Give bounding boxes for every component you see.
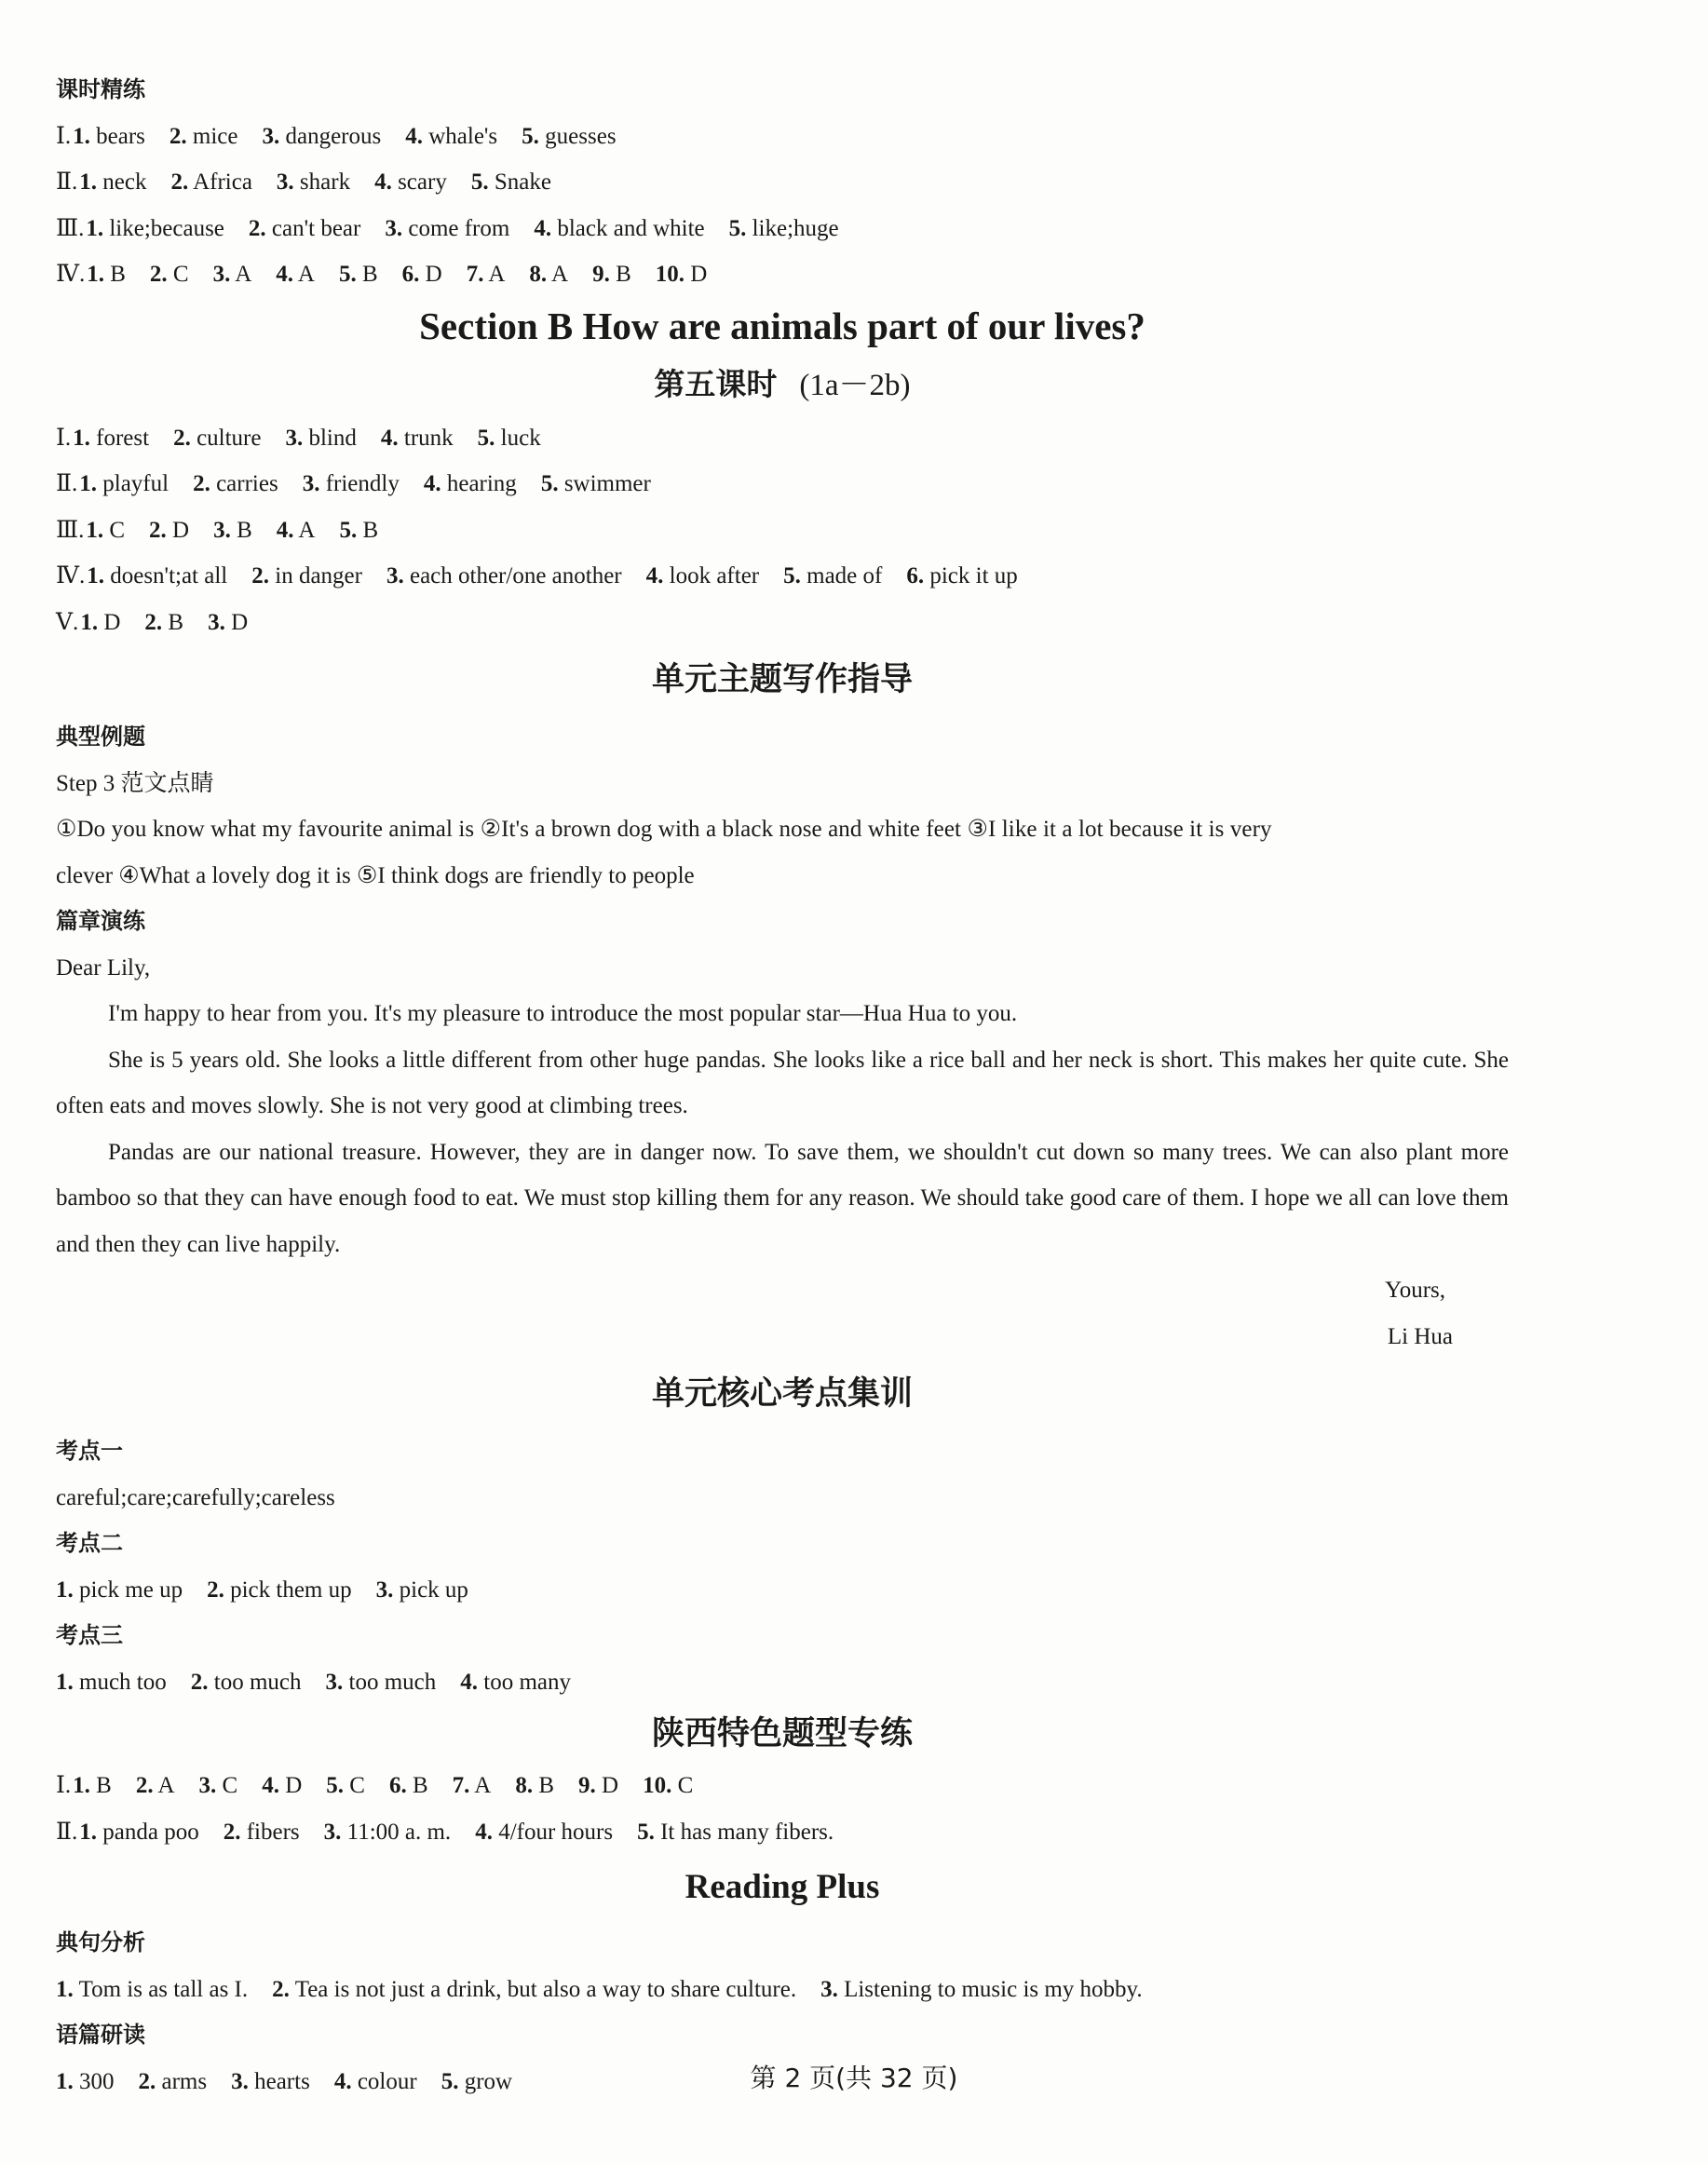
answer-item (326, 1763, 365, 1809)
answer-item (213, 507, 252, 554)
answer-text: neck (102, 169, 147, 195)
answer-item (249, 206, 360, 252)
roman-numeral: Ⅱ. (56, 471, 78, 496)
answer-text: each other/one another (409, 563, 622, 589)
roman-numeral: Ⅲ. (56, 215, 85, 241)
answer-item (207, 1567, 352, 1614)
shaanxi-rows (56, 1763, 1509, 1855)
answer-item (646, 553, 759, 600)
answer-text: pick me up (79, 1576, 183, 1603)
answer-text: B (110, 262, 126, 287)
answer-number: 2. (251, 563, 269, 589)
answer-number: 2. (149, 262, 168, 287)
roman-numeral: Ⅰ. (56, 1773, 72, 1798)
answer-text: grow (464, 2068, 513, 2094)
answer-number: 5. (326, 1773, 345, 1798)
answer-text: A (157, 1773, 175, 1798)
answer-item (820, 1967, 1143, 2013)
answer-number: 8. (515, 1773, 534, 1798)
answer-number: 1. (73, 1773, 90, 1798)
answer-text: It has many fibers. (660, 1819, 834, 1845)
answer-number: 1. (86, 215, 104, 241)
greeting: Dear Lily, (56, 954, 151, 981)
answer-number: 10. (643, 1773, 672, 1798)
signature: Li Hua (1387, 1323, 1453, 1349)
point-2-label: 考点二 (56, 1530, 123, 1556)
answer-item (478, 415, 541, 462)
answer-text: C (677, 1773, 694, 1798)
answer-item (389, 1763, 428, 1809)
answer-row (56, 507, 1509, 554)
closing: Yours, (1385, 1278, 1445, 1303)
answer-item (199, 1763, 238, 1809)
answer-text: D (103, 609, 121, 635)
answer-item (453, 1763, 492, 1809)
answer-item (467, 251, 506, 298)
answer-number: 1. (79, 471, 97, 496)
answer-item (144, 600, 183, 646)
answer-item (515, 1763, 554, 1809)
answer-text: C (349, 1773, 365, 1798)
answer-number: 4. (262, 1773, 279, 1798)
answer-text: A (298, 517, 316, 543)
answer-text: too many (483, 1669, 571, 1695)
answer-number: 2. (169, 123, 187, 149)
answer-number: 2. (193, 471, 210, 496)
answer-number: 5. (522, 123, 539, 149)
point-2-items (56, 1567, 1509, 1614)
answer-item (86, 507, 125, 554)
answer-number: 3. (375, 1576, 394, 1603)
answer-number: 3. (212, 262, 231, 287)
answer-number: 3. (231, 2068, 249, 2094)
answer-text: scary (398, 169, 447, 195)
answer-item (324, 1809, 452, 1856)
answer-item (402, 251, 442, 298)
answer-item (643, 1763, 693, 1809)
answer-item (277, 159, 350, 206)
answer-text: mice (192, 123, 238, 149)
answer-number: 2. (248, 215, 266, 241)
answer-item (79, 159, 146, 206)
answer-number: 4. (534, 215, 552, 241)
reading-study-label: 语篇研读 (56, 2022, 145, 2048)
answer-text: A (551, 262, 569, 287)
answer-item (637, 1809, 834, 1856)
answer-text: blind (308, 425, 357, 451)
answer-item (339, 251, 378, 298)
answer-item (405, 114, 497, 160)
practice-rows (56, 114, 1509, 298)
answer-text: carries (216, 471, 278, 496)
point-3-label: 考点三 (56, 1622, 123, 1648)
point-3-items (56, 1659, 1509, 1706)
answer-item (783, 553, 882, 600)
answer-number: 5. (540, 471, 559, 496)
answer-number: 1. (80, 609, 99, 635)
answer-text: made of (807, 563, 883, 589)
model-line-1: ①Do you know what my favourite animal is ②It's a brown dog with a black nose and white feet ③I like it a lot because it is very (56, 817, 1272, 842)
writing-title: 单元主题写作指导 (651, 661, 913, 698)
essay-para-1: I'm happy to hear from you. It's my pleasure to introduce the most popular star—Hua Hua to you. (108, 1001, 1018, 1026)
roman-numeral: Ⅴ. (56, 609, 79, 635)
answer-item (79, 1809, 198, 1856)
answer-item (86, 206, 224, 252)
answer-item (326, 1659, 437, 1706)
answer-text: A (297, 262, 315, 287)
answer-number: 1. (73, 425, 90, 451)
answer-text: panda poo (102, 1819, 199, 1845)
answer-item (374, 159, 447, 206)
answer-item (80, 600, 120, 646)
lesson-range: (1a－2b) (799, 368, 911, 402)
answer-number: 3. (198, 1773, 217, 1798)
answer-text: trunk (403, 425, 454, 451)
answer-text: like;huge (752, 215, 839, 241)
answer-number: 4. (374, 169, 392, 195)
answer-number: 3. (285, 425, 304, 451)
answer-item (208, 600, 248, 646)
answer-text: arms (161, 2068, 208, 2094)
model-line-2: clever ④What a lovely dog it is ⑤I think dogs are friendly to people (56, 862, 695, 888)
answer-text: A (235, 262, 252, 287)
answer-item (191, 1659, 302, 1706)
answer-row (56, 415, 1509, 462)
section-b-rows (56, 415, 1509, 646)
answer-number: 4. (460, 1669, 478, 1695)
answer-number: 5. (783, 563, 801, 589)
answer-text: B (538, 1773, 555, 1798)
answer-text: D (285, 1773, 303, 1798)
answer-number: 1. (56, 1576, 74, 1603)
answer-page (56, 67, 1509, 2104)
answer-number: 4. (333, 2068, 352, 2094)
roman-numeral: Ⅰ. (56, 425, 72, 451)
answer-item (73, 415, 149, 462)
answer-item (136, 1763, 175, 1809)
reading-title: Reading Plus (685, 1868, 880, 1906)
answer-number: 2. (223, 1819, 241, 1845)
answer-text: come from (408, 215, 510, 241)
answer-item (169, 114, 238, 160)
roman-numeral: Ⅰ. (56, 123, 72, 149)
answer-item (475, 1809, 613, 1856)
section-b-title: Section B How are animals part of our lives? (419, 304, 1145, 347)
sentence-items (56, 1967, 1509, 2013)
answer-number: 2. (144, 609, 163, 635)
answer-text: too much (348, 1669, 437, 1695)
answer-item (285, 415, 356, 462)
answer-number: 7. (452, 1773, 470, 1798)
answer-item (79, 461, 169, 507)
answer-item (529, 251, 568, 298)
answer-text: look after (669, 563, 760, 589)
answer-number: 6. (388, 1773, 407, 1798)
answer-number: 10. (655, 262, 685, 287)
answer-text: whale's (428, 123, 498, 149)
answer-text: Listening to music is my hobby. (844, 1976, 1143, 2002)
answer-number: 2. (272, 1976, 290, 2002)
core-title: 单元核心考点集训 (651, 1375, 913, 1413)
lesson-title (56, 354, 1509, 415)
answer-item (277, 507, 316, 554)
answer-text: B (412, 1773, 428, 1798)
answer-row (56, 461, 1509, 507)
answer-item (729, 206, 839, 252)
answer-number: 4. (380, 425, 399, 451)
answer-item (460, 1659, 571, 1706)
answer-item (262, 114, 381, 160)
essay-label: 篇章演练 (56, 908, 145, 934)
answer-number: 2. (149, 517, 167, 543)
answer-number: 4. (423, 471, 441, 496)
answer-item (276, 251, 315, 298)
roman-numeral: Ⅳ. (56, 563, 86, 589)
answer-item (376, 1567, 468, 1614)
answer-number: 9. (592, 262, 610, 287)
answer-text: D (231, 609, 249, 635)
answer-row (56, 600, 1509, 646)
answer-number: 7. (466, 262, 484, 287)
answer-number: 4. (475, 1819, 493, 1845)
answer-item (150, 251, 189, 298)
answer-text: bears (96, 123, 145, 149)
answer-number: 3. (385, 215, 403, 241)
answer-text: A (488, 262, 506, 287)
answer-text: 11:00 a. m. (346, 1819, 452, 1845)
answer-item (272, 1967, 796, 2013)
answer-text: Tom is as tall as I. (78, 1976, 249, 2002)
answer-text: hearts (254, 2068, 310, 2094)
answer-item (385, 206, 509, 252)
answer-text: 4/four hours (498, 1819, 614, 1845)
answer-number: 3. (302, 471, 320, 496)
answer-item (592, 251, 631, 298)
answer-item (262, 1763, 302, 1809)
answer-item (213, 251, 252, 298)
answer-number: 1. (56, 1976, 74, 2002)
answer-text: D (690, 262, 708, 287)
answer-number: 4. (276, 517, 294, 543)
answer-item (339, 507, 378, 554)
answer-row (56, 1763, 1509, 1809)
answer-text: luck (500, 425, 541, 451)
answer-number: 3. (323, 1819, 342, 1845)
step-label: Step 3 范文点睛 (56, 770, 214, 796)
answer-number: 2. (190, 1669, 209, 1695)
answer-number: 1. (56, 1669, 74, 1695)
example-label: 典型例题 (56, 724, 145, 750)
answer-number: 5. (339, 517, 358, 543)
answer-number: 5. (728, 215, 747, 241)
answer-item (541, 461, 651, 507)
answer-text: A (474, 1773, 492, 1798)
answer-text: pick them up (230, 1576, 352, 1603)
answer-text: B (237, 517, 252, 543)
answer-number: 1. (86, 517, 104, 543)
answer-text: like;because (109, 215, 224, 241)
answer-number: 1. (79, 169, 97, 195)
answer-text: dangerous (285, 123, 382, 149)
answer-number: 1. (56, 2068, 74, 2094)
answer-text: pick up (399, 1576, 468, 1603)
answer-item (471, 159, 551, 206)
answer-text: too much (213, 1669, 302, 1695)
answer-item (522, 114, 616, 160)
answer-text: hearing (446, 471, 517, 496)
sentence-label: 典句分析 (56, 1929, 145, 1955)
answer-item (656, 251, 708, 298)
shaanxi-title: 陕西特色题型专练 (651, 1715, 913, 1752)
answer-number: 5. (338, 262, 357, 287)
answer-row (56, 159, 1509, 206)
answer-text: playful (102, 471, 169, 496)
essay-para-2: She is 5 years old. She looks a little different from other huge pandas. She looks like a rice ball and her neck is short. This makes her quite cute. She often eats and moves slowly. She is not very good at climbing trees. (56, 1047, 1509, 1118)
point-1-label: 考点一 (56, 1438, 123, 1464)
lesson-name: 第五课时 (654, 365, 778, 402)
answer-item (87, 553, 227, 600)
answer-text: culture (197, 425, 262, 451)
answer-number: 5. (441, 2068, 459, 2094)
answer-text: can't bear (271, 215, 361, 241)
answer-number: 5. (637, 1819, 655, 1845)
answer-number: 6. (401, 262, 420, 287)
answer-item (424, 461, 517, 507)
answer-number: 2. (135, 1773, 154, 1798)
answer-item (56, 1967, 248, 2013)
answer-number: 3. (208, 609, 225, 635)
answer-text: D (602, 1773, 619, 1798)
point-1-text: careful;care;carefully;careless (56, 1484, 335, 1510)
answer-item (149, 507, 189, 554)
answer-row (56, 553, 1509, 600)
answer-number: 4. (405, 123, 423, 149)
answer-item (906, 553, 1017, 600)
roman-numeral: Ⅱ. (56, 1819, 78, 1845)
answer-text: B (616, 262, 631, 287)
answer-text: C (222, 1773, 238, 1798)
answer-number: 4. (645, 563, 664, 589)
answer-text: Tea is not just a drink, but also a way to share culture. (294, 1976, 797, 2002)
practice-label: 课时精练 (56, 76, 145, 102)
answer-number: 3. (325, 1669, 344, 1695)
answer-row (56, 206, 1509, 252)
answer-text: D (425, 262, 442, 287)
answer-number: 5. (477, 425, 495, 451)
answer-text: B (168, 609, 184, 635)
answer-number: 4. (276, 262, 294, 287)
answer-text: shark (299, 169, 351, 195)
page-footer: 第 2 页(共 32 页) (750, 2063, 958, 2093)
answer-number: 1. (87, 262, 104, 287)
answer-text: swimmer (563, 471, 651, 496)
answer-number: 5. (470, 169, 489, 195)
answer-number: 1. (87, 563, 104, 589)
answer-number: 3. (820, 1976, 838, 2002)
answer-text: black and white (557, 215, 705, 241)
answer-item (87, 251, 126, 298)
answer-row (56, 114, 1509, 160)
answer-text: B (361, 262, 378, 287)
roman-numeral: Ⅲ. (56, 517, 85, 543)
answer-number: 3. (213, 517, 231, 543)
answer-item (251, 553, 362, 600)
answer-item (56, 1659, 167, 1706)
answer-text: D (172, 517, 190, 543)
answer-row (56, 1809, 1509, 1856)
answer-text: doesn't;at all (110, 563, 228, 589)
answer-text: much too (79, 1669, 167, 1695)
answer-number: 3. (262, 123, 280, 149)
answer-item (73, 114, 145, 160)
answer-number: 3. (386, 563, 404, 589)
answer-number: 1. (73, 123, 90, 149)
answer-number: 1. (79, 1819, 97, 1845)
answer-text: colour (357, 2068, 417, 2094)
essay-para-3: Pandas are our national treasure. However, they are in danger now. To save them, we shouldn't cut down so many trees. We can also plant more bamboo so that they can have enough food to eat. We must stop killing them for any reason. We should take good care of them. I hope we all can love them and then they can live happily. (56, 1139, 1509, 1257)
answer-item (173, 415, 261, 462)
answer-number: 8. (529, 262, 548, 287)
answer-text: 300 (79, 2068, 115, 2094)
answer-item (386, 553, 622, 600)
answer-text: guesses (545, 123, 617, 149)
answer-number: 2. (170, 169, 189, 195)
answer-text: C (109, 517, 126, 543)
answer-item (193, 461, 278, 507)
answer-number: 2. (138, 2068, 156, 2094)
roman-numeral: Ⅱ. (56, 169, 78, 195)
answer-text: forest (96, 425, 150, 451)
answer-number: 9. (578, 1773, 596, 1798)
answer-number: 2. (173, 425, 191, 451)
answer-text: Snake (494, 169, 551, 195)
answer-text: fibers (246, 1819, 300, 1845)
answer-row (56, 251, 1509, 298)
answer-text: C (172, 262, 189, 287)
answer-item (170, 159, 251, 206)
answer-text: friendly (325, 471, 400, 496)
roman-numeral: Ⅳ. (56, 262, 86, 287)
answer-item (381, 415, 454, 462)
answer-text: B (362, 517, 379, 543)
answer-text: in danger (275, 563, 362, 589)
answer-number: 3. (276, 169, 294, 195)
answer-number: 6. (906, 563, 925, 589)
answer-text: B (96, 1773, 112, 1798)
answer-item (224, 1809, 300, 1856)
answer-item (56, 1567, 183, 1614)
answer-text: pick it up (929, 563, 1018, 589)
answer-text: Africa (193, 169, 252, 195)
answer-number: 2. (207, 1576, 224, 1603)
answer-item (578, 1763, 618, 1809)
answer-item (534, 206, 704, 252)
answer-item (73, 1763, 112, 1809)
answer-item (303, 461, 400, 507)
